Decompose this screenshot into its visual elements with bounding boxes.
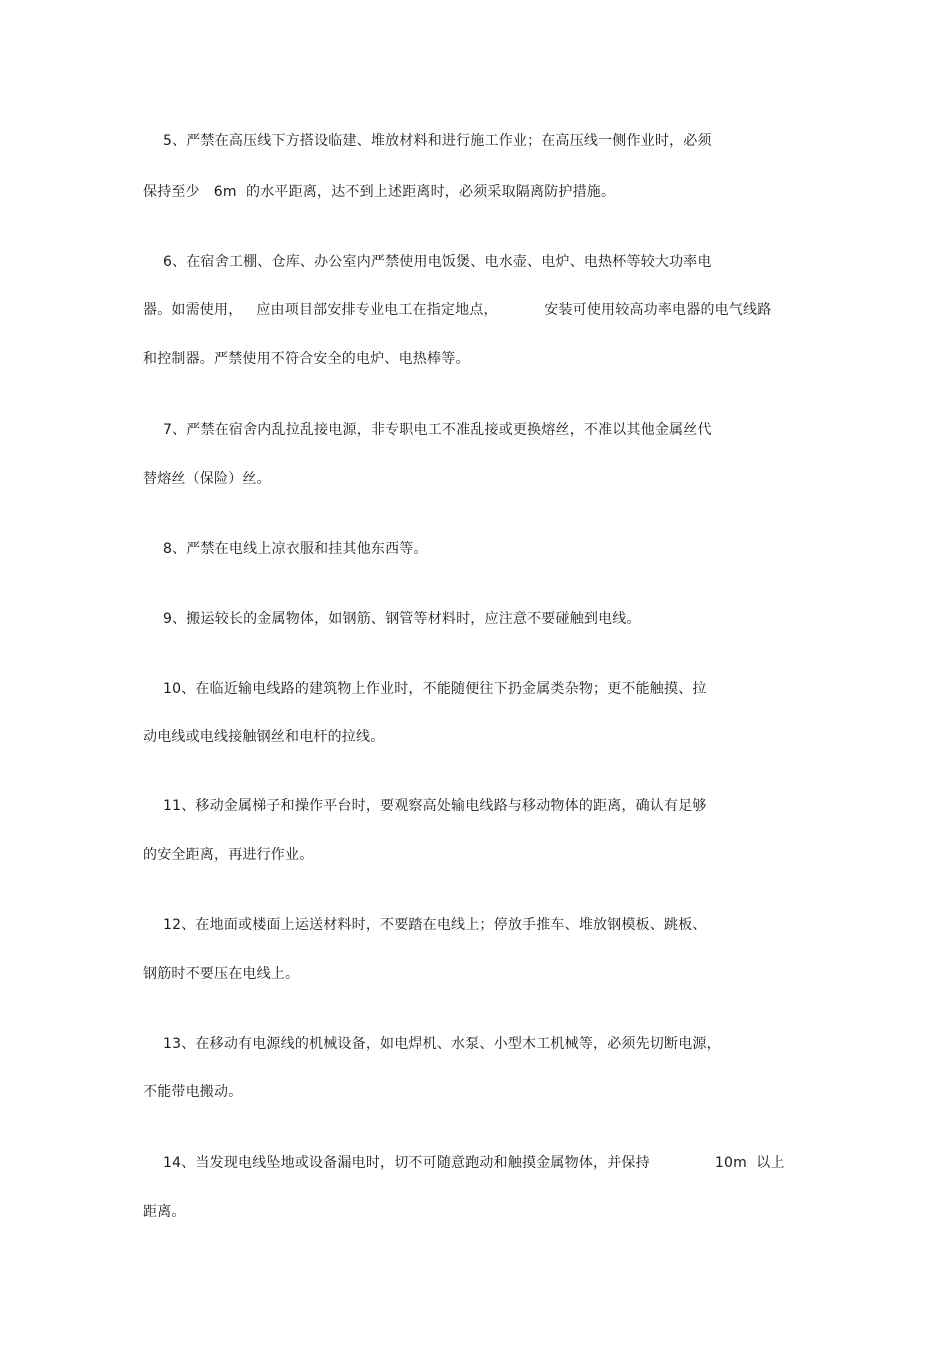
paragraph-14-line-2: 距离。 — [143, 1204, 186, 1220]
paragraph-11-line-1: 11、移动金属梯子和操作平台时，要观察高处输电线路与移动物体的距离，确认有足够 — [163, 798, 707, 814]
paragraph-9-line-1: 9、搬运较长的金属物体，如钢筋、钢管等材料时，应注意不要碰触到电线。 — [163, 611, 641, 627]
paragraph-12-line-1: 12、在地面或楼面上运送材料时，不要踏在电线上；停放手推车、堆放钢模板、跳板、 — [163, 917, 707, 933]
paragraph-7-line-1: 7、严禁在宿舍内乱拉乱接电源，非专职电工不准乱接或更换熔丝，不准以其他金属丝代 — [163, 422, 712, 438]
paragraph-10-line-1: 10、在临近输电线路的建筑物上作业时，不能随便往下扔金属类杂物；更不能触摸、拉 — [163, 681, 707, 697]
paragraph-13-line-2: 不能带电搬动。 — [143, 1084, 243, 1100]
paragraph-5-line-2: 保持至少 6m 的水平距离，达不到上述距离时，必须采取隔离防护措施。 — [143, 184, 616, 200]
paragraph-5-line-1: 5、严禁在高压线下方搭设临建、堆放材料和进行施工作业；在高压线一侧作业时，必须 — [163, 133, 712, 149]
paragraph-11-line-2: 的安全距离，再进行作业。 — [143, 847, 314, 863]
paragraph-7-line-2: 替熔丝（保险）丝。 — [143, 471, 271, 487]
paragraph-13-line-1: 13、在移动有电源线的机械设备，如电焊机、水泵、小型木工机械等，必须先切断电源， — [163, 1036, 721, 1052]
paragraph-6-line-2: 器。如需使用， 应由项目部安排专业电工在指定地点， 安装可使用较高功率电器的电气线路 — [143, 302, 772, 318]
paragraph-8-line-1: 8、严禁在电线上凉衣服和挂其他东西等。 — [163, 541, 428, 557]
paragraph-12-line-2: 钢筋时不要压在电线上。 — [143, 966, 300, 982]
paragraph-6-line-1: 6、在宿舍工棚、仓库、办公室内严禁使用电饭煲、电水壶、电炉、电热杯等较大功率电 — [163, 254, 712, 270]
paragraph-14-line-1: 14、当发现电线坠地或设备漏电时，切不可随意跑动和触摸金属物体，并保持 10m 以上 — [163, 1155, 785, 1171]
paragraph-10-line-2: 动电线或电线接触钢丝和电杆的拉线。 — [143, 729, 385, 745]
paragraph-6-line-3: 和控制器。严禁使用不符合安全的电炉、电热棒等。 — [143, 351, 470, 367]
